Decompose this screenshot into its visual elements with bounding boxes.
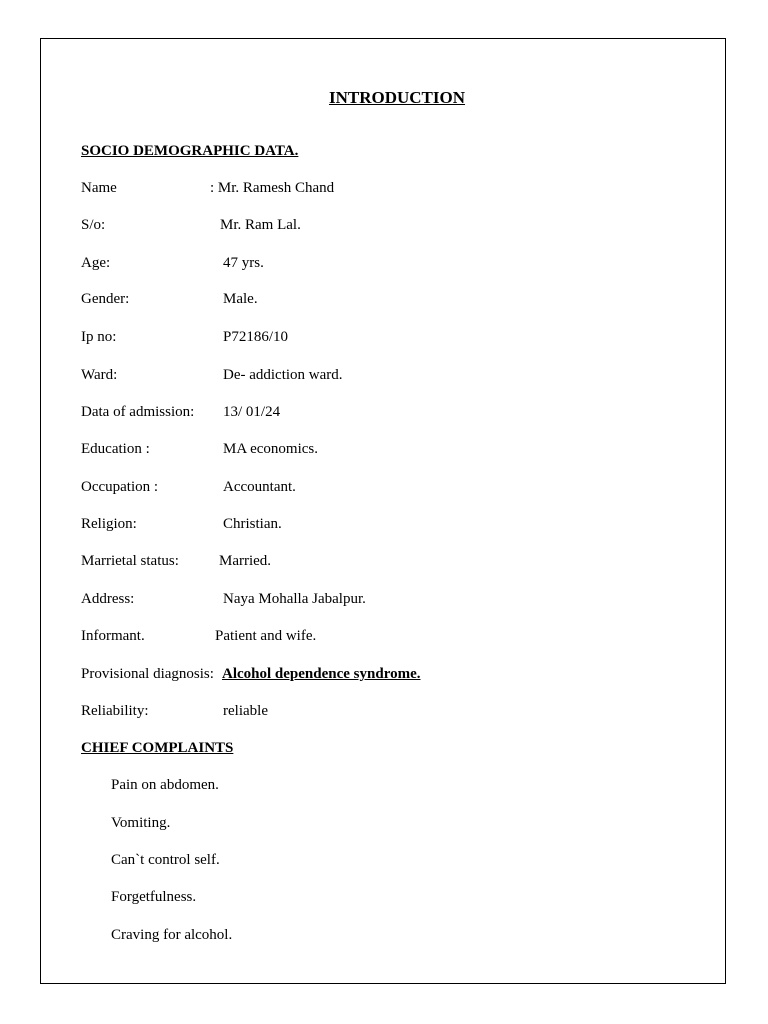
- field-value-marital-status: Married.: [219, 553, 272, 569]
- field-label-religion: Religion:: [81, 516, 137, 532]
- field-value-ip-no: P72186/10: [223, 329, 289, 345]
- complaint-item: Vomiting.: [111, 815, 171, 831]
- field-value-name: : Mr. Ramesh Chand: [210, 180, 335, 196]
- field-label-education: Education :: [81, 441, 150, 457]
- field-label-provisional-diagnosis: Provisional diagnosis:: [81, 666, 214, 682]
- field-label-admission-date: Data of admission:: [81, 404, 195, 420]
- field-label-address: Address:: [81, 591, 135, 607]
- page-title: INTRODUCTION: [328, 88, 466, 107]
- field-value-ward: De- addiction ward.: [223, 367, 343, 383]
- field-value-religion: Christian.: [223, 516, 282, 532]
- chief-complaints-heading: CHIEF COMPLAINTS: [81, 740, 234, 756]
- field-value-admission-date: 13/ 01/24: [223, 404, 281, 420]
- field-value-address: Naya Mohalla Jabalpur.: [223, 591, 366, 607]
- field-value-reliability: reliable: [223, 703, 268, 719]
- complaint-item: Pain on abdomen.: [111, 777, 219, 793]
- complaint-item: Forgetfulness.: [111, 889, 197, 905]
- field-value-education: MA economics.: [223, 441, 318, 457]
- field-label-marital-status: Marrietal status:: [81, 553, 179, 569]
- field-value-provisional-diagnosis: Alcohol dependence syndrome.: [222, 666, 421, 682]
- field-label-son-of: S/o:: [81, 217, 106, 233]
- field-label-name: Name: [81, 180, 117, 196]
- complaint-item: Craving for alcohol.: [111, 927, 233, 943]
- field-value-age: 47 yrs.: [223, 255, 264, 271]
- field-value-occupation: Accountant.: [223, 479, 296, 495]
- field-label-age: Age:: [81, 255, 111, 271]
- field-label-gender: Gender:: [81, 291, 130, 307]
- complaint-item: Can`t control self.: [111, 852, 220, 868]
- field-label-informant: Informant.: [81, 628, 145, 644]
- field-label-ip-no: Ip no:: [81, 329, 117, 345]
- socio-demographic-heading: SOCIO DEMOGRAPHIC DATA.: [81, 143, 299, 159]
- field-label-ward: Ward:: [81, 367, 118, 383]
- page-border: [40, 38, 726, 984]
- field-value-son-of: Mr. Ram Lal.: [220, 217, 301, 233]
- field-label-occupation: Occupation :: [81, 479, 159, 495]
- field-value-gender: Male.: [223, 291, 258, 307]
- field-value-informant: Patient and wife.: [215, 628, 317, 644]
- field-label-reliability: Reliability:: [81, 703, 149, 719]
